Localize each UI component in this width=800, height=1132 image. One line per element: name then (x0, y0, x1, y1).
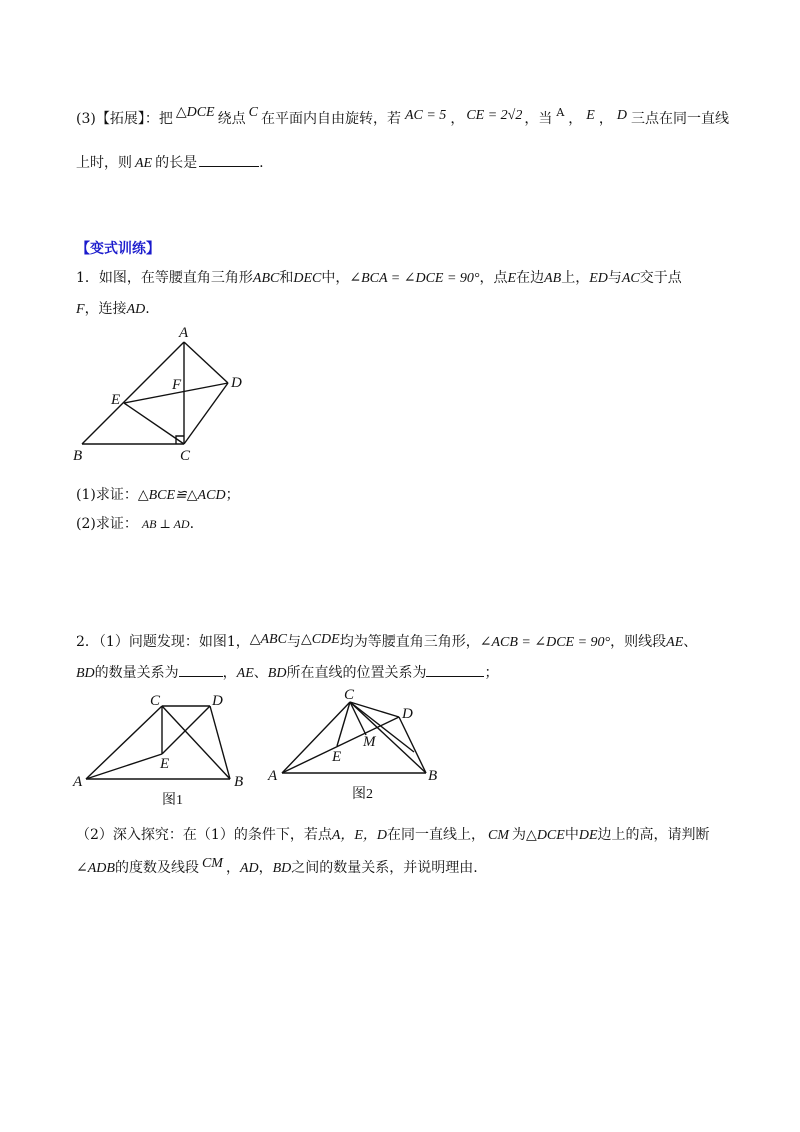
p1-angles: ∠BCA = ∠DCE = 90° (349, 271, 480, 286)
p2-fig2-label-a: A (268, 768, 278, 784)
p2-text-8: 、 (253, 665, 268, 681)
p2-q2-text-2: 在同一直线上， (387, 827, 486, 843)
p2-q2-cm-2: CM (201, 856, 223, 871)
p1-ad: AD (126, 302, 146, 317)
p1-q1-label: (1)求证： (76, 487, 138, 503)
segment-ae (86, 754, 162, 779)
p2-fig1-lines (86, 706, 230, 779)
p1-and: 和 (279, 270, 294, 286)
p1-q2-label: (2)求证： (76, 516, 138, 532)
p2-fig2-caption: 图2 (352, 787, 373, 802)
p2-fig2-label-e: E (332, 749, 342, 765)
p2-text-10: ； (484, 665, 499, 681)
q3-ce-eq: CE = 2√2 (466, 108, 523, 123)
q3-text-collinear: 三点在同一直线 (630, 111, 729, 127)
q3-line-1 (76, 105, 729, 128)
p2-q2-ad: AD (239, 861, 259, 876)
q3-point-d: D (616, 108, 627, 123)
q3-segment-ae: AE (135, 156, 153, 171)
p2-blank-1[interactable] (179, 676, 223, 677)
p1-q2-end: . (189, 516, 195, 532)
p2-text-3: 均为等腰直角三角形， (339, 634, 480, 650)
p2-q2-line-2 (76, 857, 478, 877)
p2-q2-text-3: 为 (512, 827, 527, 843)
p2-q2-dce: △DCE (526, 828, 565, 843)
p1-text-3: 在边 (516, 270, 545, 286)
p2-fig1-label-a: A (73, 774, 83, 790)
p2-text-6: 的数量关系为 (94, 665, 179, 681)
p1-abc: ABC (252, 271, 280, 286)
p1-figure-lines (82, 342, 228, 444)
p1-dec: DEC (293, 271, 322, 286)
q3-text-then: 上时，则 (76, 155, 132, 171)
p2-text-1: 2．（1）问题发现：如图1， (76, 634, 250, 650)
p2-fig1-label-c: C (150, 693, 161, 709)
p1-q1-end: ； (225, 487, 240, 503)
p1-text-2: ，点 (479, 270, 508, 286)
q3-answer-blank[interactable] (199, 166, 259, 167)
segment-ab (82, 342, 184, 444)
p2-q2-text-9: 之间的数量关系，并说明理由. (291, 860, 478, 876)
p1-label-e: E (111, 392, 121, 408)
p2-figure-2 (262, 684, 462, 809)
p2-q2-text-7: ， (225, 860, 240, 876)
p1-q1-statement: △BCE≌△ACD (137, 488, 226, 503)
p2-fig2-label-c: C (344, 687, 355, 703)
p1-label-d: D (231, 375, 242, 391)
q3-point-a: A (556, 106, 565, 119)
q3-comma-2: ， (568, 111, 583, 127)
p1-q2-statement: AB ⊥ AD (141, 517, 190, 531)
p2-angles: ∠ACB = ∠DCE = 90° (479, 635, 611, 650)
p1-period: . (145, 301, 150, 317)
p1-text-1: 1．如图，在等腰直角三角形 (76, 270, 253, 286)
p2-fig1-label-e: E (160, 756, 170, 772)
p1-label-c: C (180, 448, 191, 464)
p2-q2-text-1: （2）深入探究：在（1）的条件下，若点 (76, 827, 332, 843)
p2-fig1-caption: 图1 (162, 793, 183, 808)
p1-line-1 (76, 267, 682, 287)
p1-text-4: 上， (561, 270, 590, 286)
segment-ac (86, 706, 162, 779)
p2-q2-text-6: 的度数及线段 (114, 860, 199, 876)
p1-q1 (76, 484, 240, 504)
q3-label: (3)【拓展】：把 (76, 111, 173, 127)
p2-ae-2: AE (236, 666, 254, 681)
p2-text-4: ，则线段 (610, 634, 667, 650)
p2-text-7: ， (222, 665, 237, 681)
p2-q2-adb: ∠ADB (76, 861, 115, 876)
q3-text-when: ，当 (524, 111, 553, 127)
p1-ab: AB (544, 271, 562, 286)
segment-dc (184, 383, 228, 444)
p2-fig1-label-d: D (212, 693, 223, 709)
p2-ae: AE (666, 635, 684, 650)
p1-zhong: 中， (321, 270, 350, 286)
p1-ed: ED (589, 271, 608, 286)
segment-cb (350, 702, 426, 773)
p2-q2-bd: BD (272, 861, 292, 876)
p2-fig2-label-m: M (363, 734, 376, 750)
variant-heading: 【变式训练】 (76, 241, 160, 257)
p1-q2 (76, 513, 194, 533)
q3-point-e: E (586, 108, 595, 123)
p1-line-2 (76, 298, 150, 318)
p2-q2-cm: CM (488, 828, 510, 843)
p2-q2-text-5: 边上的高，请判断 (597, 827, 710, 843)
p1-text-5: 与 (607, 270, 622, 286)
q3-comma: ， (450, 111, 465, 127)
p2-bd: BD (76, 666, 95, 681)
p1-figure (70, 322, 260, 470)
p2-text-5: 、 (683, 634, 698, 650)
p2-text-2: 与 (286, 634, 301, 650)
q3-line-2 (76, 152, 264, 172)
p2-abc: △ABC (249, 632, 287, 647)
p2-figure-1 (70, 688, 260, 808)
q3-text-rotate: 绕点 (217, 111, 246, 127)
p1-ac: AC (621, 271, 640, 286)
p2-fig1-label-b: B (234, 774, 244, 790)
q3-point-c: C (248, 105, 258, 120)
p2-text-9: 所在直线的位置关系为 (286, 665, 427, 681)
p2-q2-line-1 (76, 824, 710, 844)
p2-bd-2: BD (267, 666, 287, 681)
p2-q2-text-4: 中 (564, 827, 579, 843)
q3-period: . (259, 155, 264, 171)
segment-ec (124, 403, 184, 444)
p2-line-2 (76, 662, 498, 682)
p2-q2-text-8: ， (258, 860, 273, 876)
segment-db (399, 717, 426, 773)
p1-text-6: 交于点 (639, 270, 682, 286)
q3-triangle-dce: △DCE (175, 105, 215, 120)
p1-label-f: F (172, 377, 182, 393)
p1-f: F (76, 302, 85, 317)
p2-fig2-label-d: D (402, 706, 413, 722)
p2-cde: △CDE (300, 632, 340, 647)
p1-label-b: B (73, 448, 83, 464)
p1-text-7: ，连接 (84, 301, 127, 317)
p2-fig2-label-b: B (428, 768, 438, 784)
q3-ac-eq: AC = 5 (404, 108, 447, 123)
p2-q2-de: DE (578, 828, 598, 843)
p2-line-1 (76, 631, 697, 651)
p1-e: E (507, 271, 517, 286)
p2-q2-points: A，E，D (331, 828, 388, 843)
segment-cm (350, 702, 366, 735)
q3-text-length: 的长是 (155, 155, 198, 171)
segment-ad (184, 342, 228, 383)
p1-label-a: A (179, 325, 189, 341)
q3-comma-3: ， (598, 111, 613, 127)
q3-text-plane: 在平面内自由旋转，若 (260, 111, 401, 127)
p2-blank-2[interactable] (426, 676, 484, 677)
